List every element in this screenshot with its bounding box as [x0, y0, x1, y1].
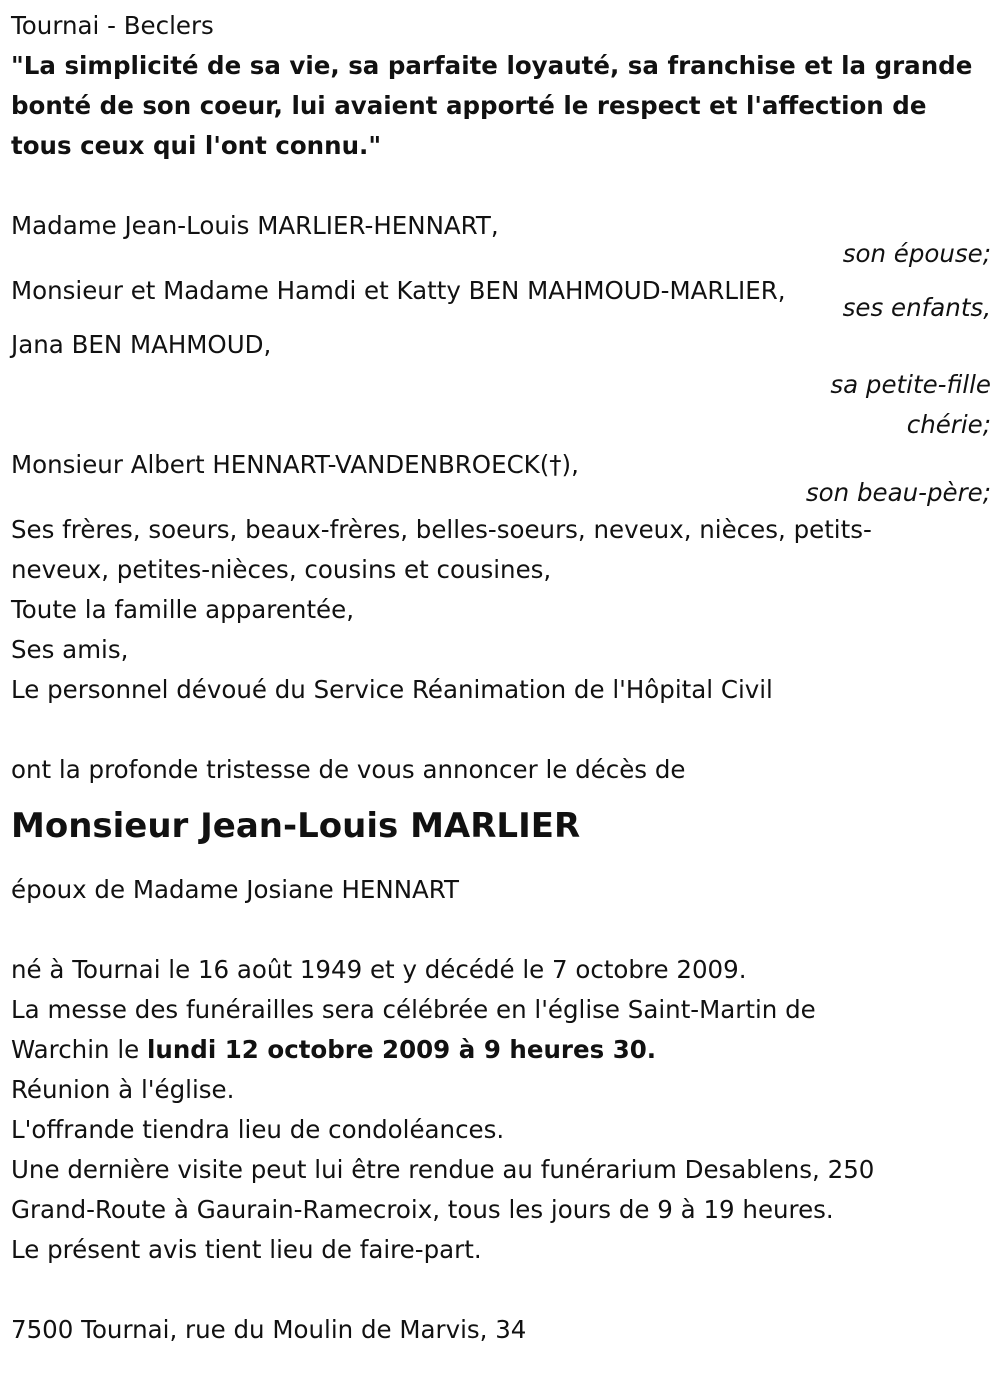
spacer: [11, 1270, 991, 1310]
relatives-line: Toute la famille apparentée,: [11, 595, 354, 624]
spacer: [11, 910, 991, 950]
notice-line: Le présent avis tient lieu de faire-part.: [11, 1235, 482, 1264]
announcement-text: ont la profonde tristesse de vous annoncer le décès de: [11, 755, 686, 784]
family-member-name: Madame Jean-Louis MARLIER-HENNART,: [11, 211, 499, 240]
mass-line: [11, 1030, 991, 1070]
birth-death-line: né à Tournai le 16 août 1949 et y décédé le 7 octobre 2009.: [11, 955, 747, 984]
relatives-line: Ses frères, soeurs, beaux-frères, belles-soeurs, neveux, nièces, petits-: [11, 515, 872, 544]
meeting-line: Réunion à l'église.: [11, 1075, 235, 1104]
family-member-role: sa petite-fille: [830, 370, 991, 399]
mass-datetime: lundi 12 octobre 2009 à 9 heures 30.: [147, 1035, 657, 1064]
family-member-role: son beau-père;: [805, 478, 991, 507]
family-member-name: Monsieur Albert HENNART-VANDENBROECK(†),: [11, 450, 579, 479]
memorial-quote: "La simplicité de sa vie, sa parfaite loyauté, sa franchise et la grande bonté de son coeur, lui avaient apporté le respect et l'affection de tous ceux qui l'ont connu.": [11, 51, 973, 160]
visit-line: Grand-Route à Gaurain-Ramecroix, tous les jours de 9 à 19 heures.: [11, 1195, 834, 1224]
obituary-notice: [11, 6, 991, 1350]
visit-line: Une dernière visite peut lui être rendue au funérarium Desablens, 250: [11, 1155, 875, 1184]
deceased-name: Monsieur Jean-Louis MARLIER: [11, 806, 581, 846]
mass-line-prefix: Warchin le: [11, 1035, 147, 1064]
spouse-line: époux de Madame Josiane HENNART: [11, 875, 459, 904]
relatives-line: Ses amis,: [11, 635, 129, 664]
family-member-role: chérie;: [906, 410, 991, 439]
relatives-line: Le personnel dévoué du Service Réanimation de l'Hôpital Civil: [11, 675, 773, 704]
family-member-name: Jana BEN MAHMOUD,: [11, 330, 272, 359]
offering-line: L'offrande tiendra lieu de condoléances.: [11, 1115, 505, 1144]
location-header: Tournai - Beclers: [11, 11, 214, 40]
spacer: [11, 166, 991, 206]
relatives-line: neveux, petites-nièces, cousins et cousines,: [11, 555, 552, 584]
family-member-role: son épouse;: [842, 239, 991, 268]
spacer: [11, 710, 991, 750]
mass-line: La messe des funérailles sera célébrée en l'église Saint-Martin de: [11, 995, 816, 1024]
address-line: 7500 Tournai, rue du Moulin de Marvis, 34: [11, 1315, 527, 1344]
family-member-role: ses enfants,: [842, 293, 991, 322]
family-member-name: Monsieur et Madame Hamdi et Katty BEN MAHMOUD-MARLIER,: [11, 276, 786, 305]
